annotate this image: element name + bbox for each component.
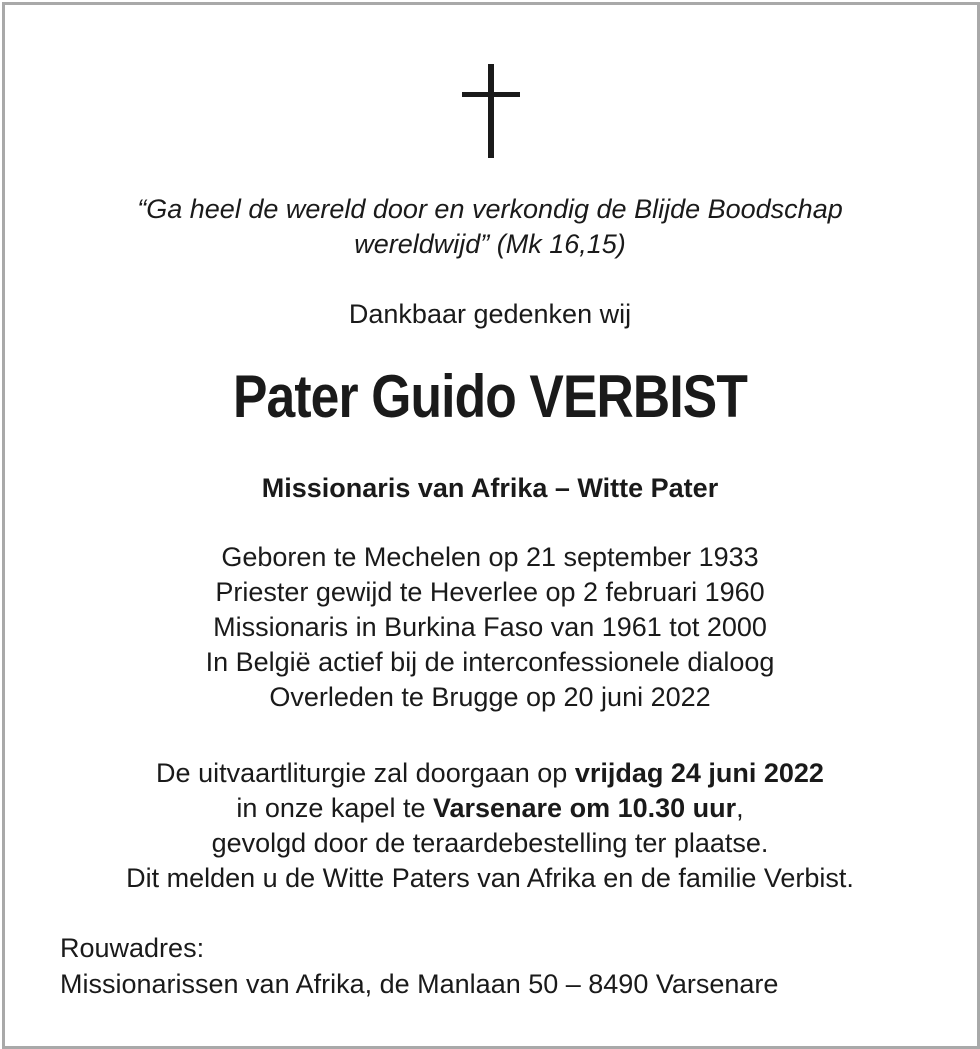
intro-text: Dankbaar gedenken wij xyxy=(348,299,632,329)
funeral-date: vrijdag 24 juni 2022 xyxy=(574,758,824,788)
cross-vertical-bar xyxy=(488,64,494,158)
quote-line-1: “Ga heel de wereld door en verkondig de Blijde Boodschap xyxy=(137,194,843,224)
life-facts xyxy=(0,540,980,715)
deceased-title: Missionaris van Afrika – Witte Pater xyxy=(261,473,719,503)
cross-horizontal-bar xyxy=(462,92,520,97)
address-value: Missionarissen van Afrika, de Manlaan 50 – 8490 Varsenare xyxy=(60,969,779,999)
funeral-comma: , xyxy=(736,793,744,823)
funeral-line-4: Dit melden u de Witte Paters van Afrika en de familie Verbist. xyxy=(126,863,854,893)
fact-ordination: Priester gewijd te Heverlee op 2 februari 1960 xyxy=(215,577,765,607)
funeral-line-3: gevolgd door de teraardebestelling ter plaatse. xyxy=(211,828,769,858)
fact-dialogue: In België actief bij de interconfessionele dialoog xyxy=(205,647,775,677)
fact-birth: Geboren te Mechelen op 21 september 1933 xyxy=(221,542,759,572)
quote-line-2: wereldwijd” (Mk 16,15) xyxy=(354,229,626,259)
funeral-info xyxy=(0,756,980,896)
deceased-name: Pater Guido VERBIST xyxy=(232,363,748,430)
bible-quote xyxy=(0,192,980,262)
funeral-intro-text: De uitvaartliturgie zal doorgaan op xyxy=(156,758,575,788)
fact-death: Overleden te Brugge op 20 juni 2022 xyxy=(269,682,711,712)
mourning-address xyxy=(60,930,778,1002)
funeral-line-2 xyxy=(0,791,980,826)
fact-mission: Missionaris in Burkina Faso van 1961 tot 2000 xyxy=(213,612,767,642)
funeral-location-time: Varsenare om 10.30 uur xyxy=(432,793,737,823)
funeral-line-1 xyxy=(0,756,980,791)
cross-icon xyxy=(462,64,520,158)
address-label: Rouwadres: xyxy=(60,933,205,963)
funeral-location-text: in onze kapel te xyxy=(236,793,433,823)
